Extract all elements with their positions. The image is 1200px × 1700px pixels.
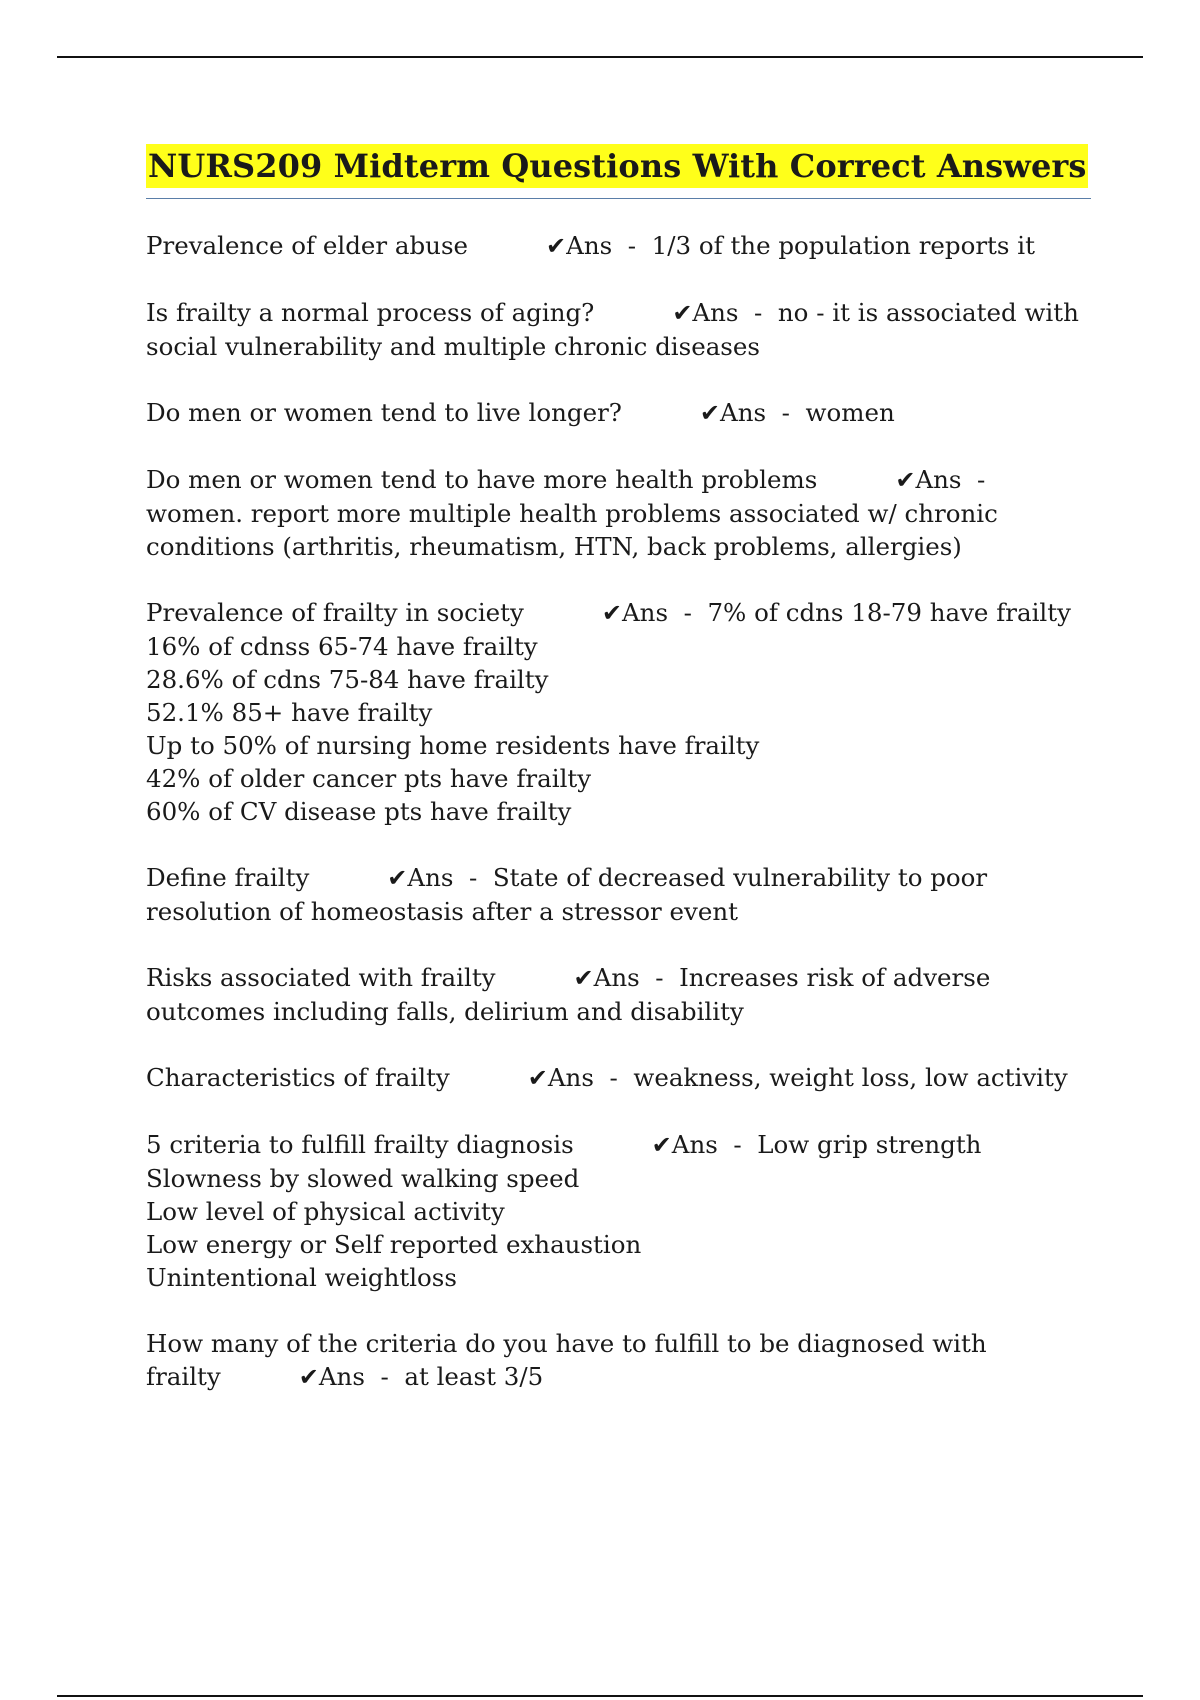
answer-line: Low level of physical activity [146,1197,505,1226]
answer-line: 42% of older cancer pts have frailty [146,764,592,793]
question-text: Do men or women tend to live longer? [146,398,622,427]
answer-text: women [805,398,895,427]
checkmark-icon: ✔ [895,466,916,494]
answer-line: 28.6% of cdns 75-84 have frailty [146,665,549,694]
answer-text: 1/3 of the population reports it [651,231,1035,260]
qa-item [146,961,1091,1028]
answer-label: Ans - [566,231,652,260]
question-text: Prevalence of frailty in society [146,598,524,627]
answer-label: Ans - [621,598,708,627]
qa-item [146,1327,1091,1394]
answer-line: Slowness by slowed walking speed [146,1164,580,1193]
checkmark-icon: ✔ [672,299,693,327]
answer-label: Ans - [547,1063,634,1092]
document-title: NURS209 Midterm Questions With Correct Answers [146,144,1088,188]
title-block [146,144,1091,199]
answer-text: weakness, weight loss, low activity [633,1063,1068,1092]
qa-item [146,861,1091,928]
answer-line: 52.1% 85+ have frailty [146,698,433,727]
checkmark-icon: ✔ [651,1131,672,1159]
qa-item [146,396,1091,430]
answer-label: Ans - [915,465,1001,494]
qa-item [146,296,1091,363]
answer-label: Ans - [318,1362,405,1391]
question-text: Do men or women tend to have more health problems [146,465,818,494]
answer-text: Low grip strength [757,1130,982,1159]
checkmark-icon: ✔ [527,1064,548,1092]
answer-label: Ans - [671,1130,758,1159]
answer-label: Ans - [407,863,493,892]
question-text: Is frailty a normal process of aging? [146,298,595,327]
question-text: Risks associated with frailty [146,963,496,992]
answer-text: women. report more multiple health problems associated w/ chronic conditions (arthritis, rheumatism, HTN, back problems, allergies) [146,499,1006,561]
question-text: How many of the criteria do you have to fulfill to be diagnosed with frailty [146,1329,995,1391]
qa-item [146,229,1091,263]
answer-line: Up to 50% of nursing home residents have frailty [146,731,760,760]
answer-line: 16% of cdnss 65-74 have frailty [146,632,538,661]
answer-label: Ans - [692,298,778,327]
checkmark-icon: ✔ [601,599,622,627]
checkmark-icon: ✔ [546,232,567,260]
question-text: 5 criteria to fulfill frailty diagnosis [146,1130,574,1159]
answer-line: Low energy or Self reported exhaustion [146,1230,642,1259]
question-text: Define frailty [146,863,310,892]
answer-line: Unintentional weightloss [146,1263,457,1292]
answer-text: no - it is associated with social vulnerability and multiple chronic diseases [146,298,1087,361]
question-text: Prevalence of elder abuse [146,231,469,260]
answer-label: Ans - [593,963,680,992]
answer-label: Ans - [720,398,806,427]
answer-line: 60% of CV disease pts have frailty [146,797,572,826]
qa-list [146,229,1091,1394]
question-text: Characteristics of frailty [146,1063,450,1092]
bottom-rule [57,1695,1143,1697]
checkmark-icon: ✔ [699,399,721,427]
answer-text: at least 3/5 [404,1362,544,1391]
qa-item [146,1128,1091,1294]
top-rule [57,56,1143,58]
checkmark-icon: ✔ [573,964,594,992]
answer-text: 7% of cdns 18-79 have frailty [707,598,1071,627]
qa-item [146,596,1091,828]
checkmark-icon: ✔ [387,864,408,892]
checkmark-icon: ✔ [298,1363,319,1391]
answer-text: Increases risk of adverse outcomes including falls, delirium and disability [146,963,999,1026]
document-body [146,144,1091,1427]
answer-text: State of decreased vulnerability to poor resolution of homeostasis after a stressor event [146,863,995,926]
qa-item [146,463,1091,563]
qa-item [146,1061,1091,1095]
